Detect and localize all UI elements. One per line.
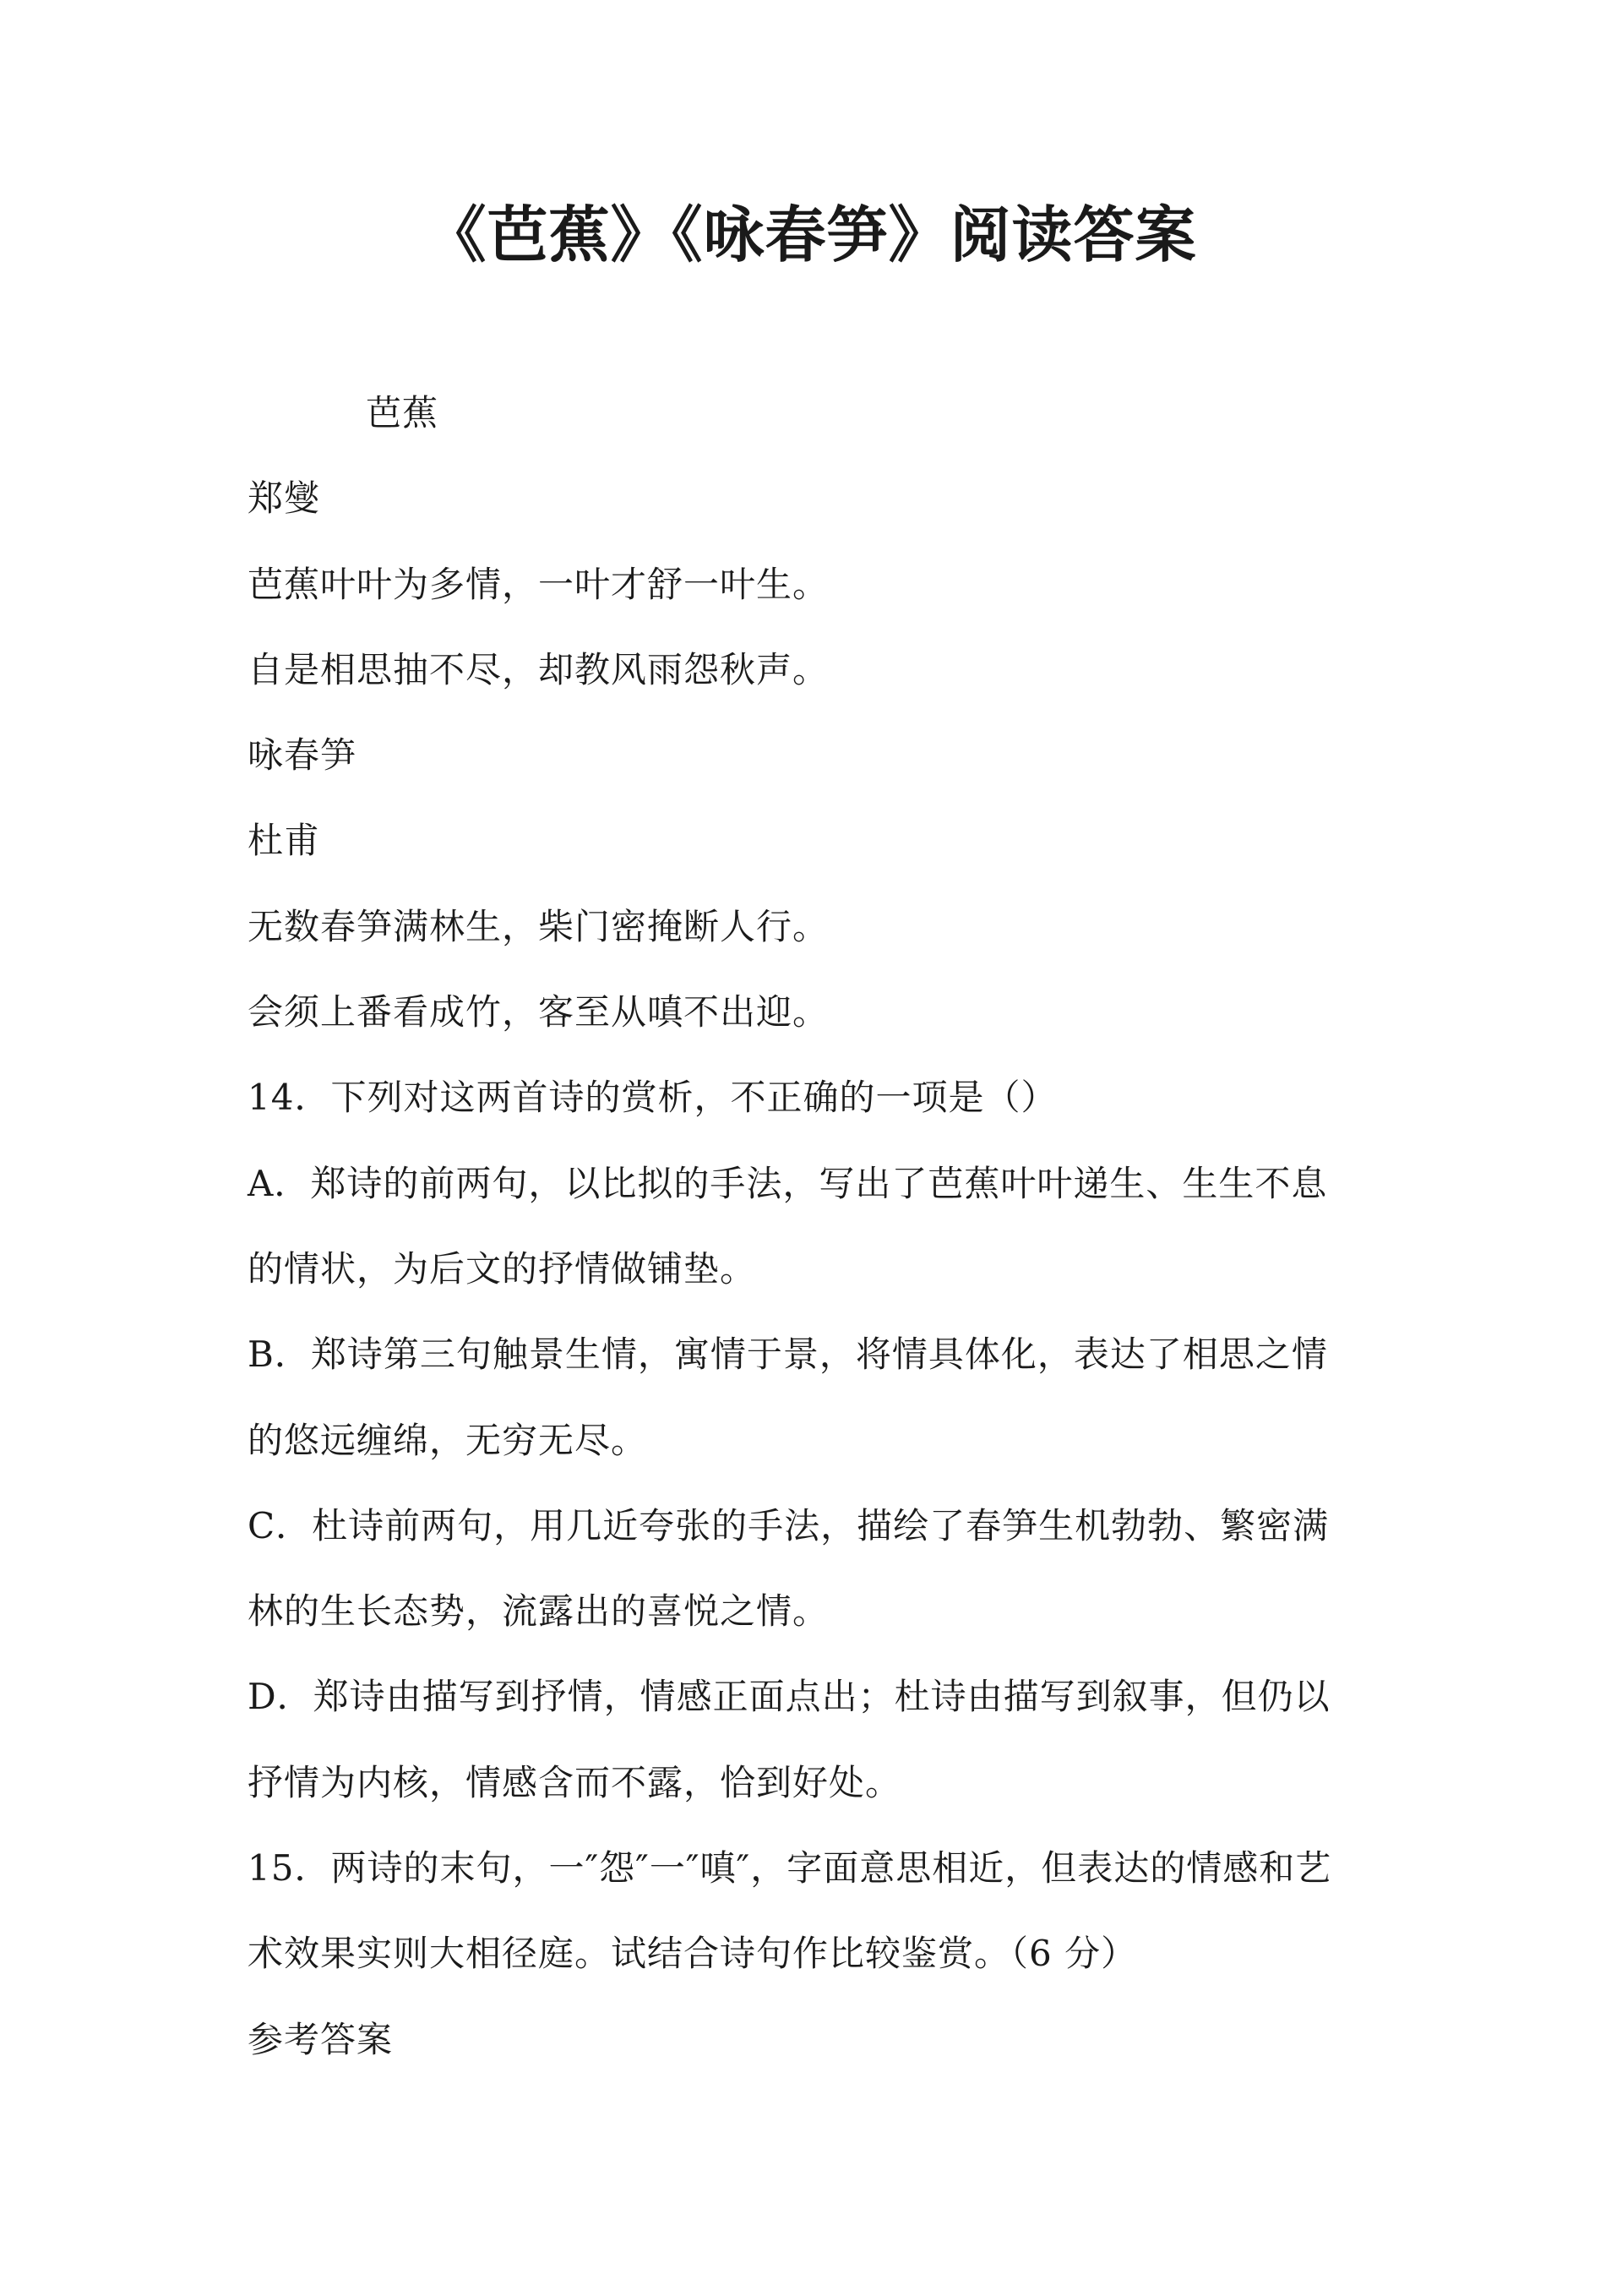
question-15-continued: 术效果实则大相径庭。试结合诗句作比较鉴赏。（6 分） (248, 1933, 1138, 1975)
option-c-continued: 林的生长态势，流露出的喜悦之情。 (248, 1590, 830, 1633)
option-b: B．郑诗第三句触景生情，寓情于景，将情具体化，表达了相思之情 (248, 1333, 1328, 1376)
poem-line: 自是相思抽不尽，却教风雨怨秋声。 (248, 648, 830, 690)
poem-title-yongchunsun: 咏春笋 (248, 734, 357, 777)
poem-title-bajiao: 芭蕉 (366, 392, 439, 434)
poem-line: 会须上番看成竹，客至从嗔不出迎。 (248, 991, 830, 1033)
option-d-continued: 抒情为内核，情感含而不露，恰到好处。 (248, 1761, 902, 1803)
poem-line: 芭蕉叶叶为多情，一叶才舒一叶生。 (248, 563, 830, 605)
document-body (248, 370, 1380, 2082)
option-b-continued: 的悠远缠绵，无穷无尽。 (248, 1419, 648, 1461)
option-a: A．郑诗的前两句，以比拟的手法，写出了芭蕉叶叶递生、生生不息 (248, 1162, 1328, 1204)
poem-author-zhengxie: 郑燮 (248, 477, 321, 520)
option-a-continued: 的情状，为后文的抒情做铺垫。 (248, 1247, 757, 1290)
question-15: 15．两诗的末句，一″怨″一″嗔″，字面意思相近，但表达的情感和艺 (248, 1847, 1332, 1890)
poem-line: 无数春笋满林生，柴门密掩断人行。 (248, 905, 830, 947)
document-title: 《芭蕉》《咏春笋》阅读答案 (425, 199, 1197, 270)
option-c: C．杜诗前两句，用几近夸张的手法，描绘了春笋生机勃勃、繁密满 (248, 1504, 1330, 1546)
question-14: 14．下列对这两首诗的赏析，不正确的一项是（） (248, 1077, 1058, 1119)
option-d: D．郑诗由描写到抒情，情感正面点出；杜诗由描写到叙事，但仍以 (248, 1676, 1331, 1718)
poem-author-dufu: 杜甫 (248, 820, 321, 862)
answer-heading: 参考答案 (248, 2018, 394, 2060)
